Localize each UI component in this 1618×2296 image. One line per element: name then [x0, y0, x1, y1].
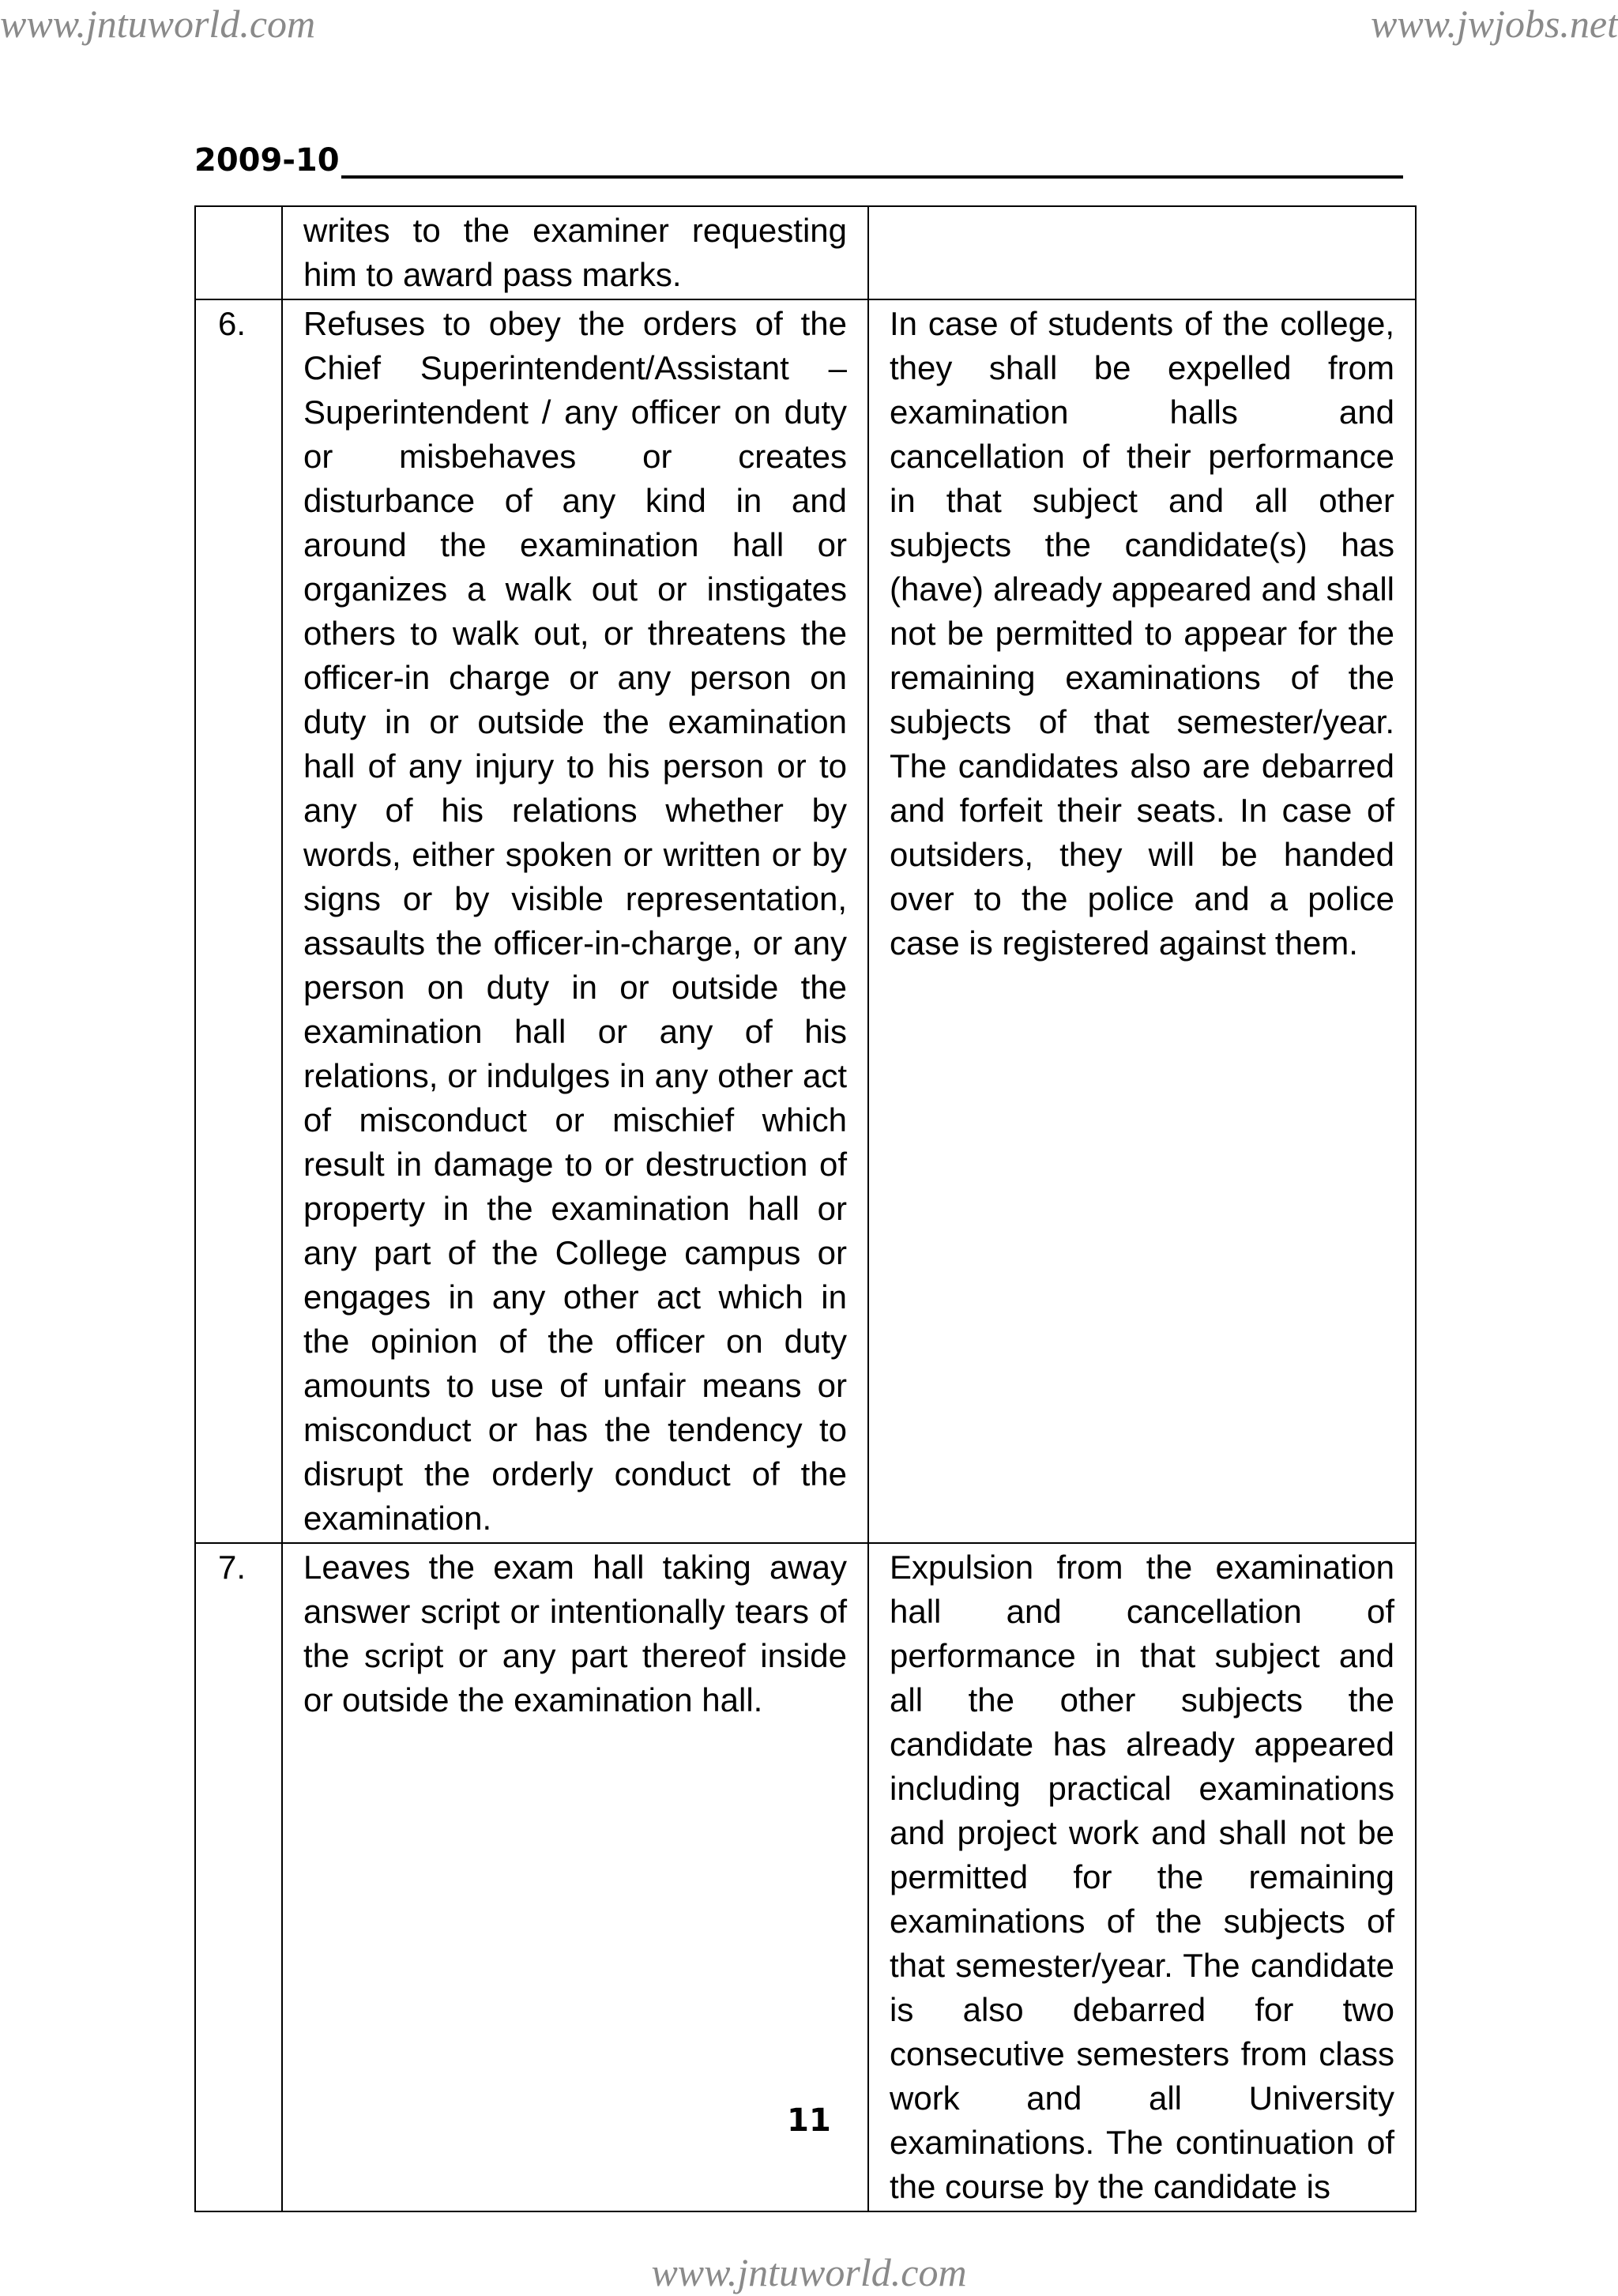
page-number: 11	[787, 2102, 831, 2139]
offence-cell: Refuses to obey the orders of the Chief Superintendent/Assistant – Superintendent / any officer on duty or misbehaves or creates disturbance of any kind in and around the examination hall or organizes a walk out or instigates others to walk out, or threatens the officer-in charge or any person on duty in or outside the examination hall of any injury to his person or to any of his relations whether by words, either spoken or written or by signs or by visible representation, assaults the officer-in-charge, or any person on duty in or outside the examination hall or any of his relations, or indulges in any other act of misconduct or mischief which result in damage to or destruction of property in the examination hall or any part of the College campus or engages in any other act which in the opinion of the officer on duty amounts to use of unfair means or misconduct or has the tendency to disrupt the orderly conduct of the examination.	[282, 299, 868, 1543]
table-row	[195, 206, 1416, 299]
offence-cell: Leaves the exam hall taking away answer script or intentionally tears of the script or any part thereof inside or outside the examination hall.	[282, 1543, 868, 2211]
watermark-top-left: www.jntuworld.com	[0, 2, 316, 46]
header-rule	[341, 175, 1403, 179]
punishment-cell: In case of students of the college, they shall be expelled from examination halls and cancellation of their performance in that subject and all other subjects the candidate(s) has (have) already appeared and shall not be permitted to appear for the remaining examinations of the subjects of that semester/year. The candidates also are debarred and forfeit their seats. In case of outsiders, they will be handed over to the police and a police case is registered against them.	[868, 299, 1416, 1543]
row-number	[195, 206, 282, 299]
row-number: 7.	[195, 1543, 282, 2211]
punishment-cell: Expulsion from the examination hall and cancellation of performance in that subject and all the other subjects the candidate has already appeared including practical examinations and project work and shall not be permitted for the remaining examinations of the subjects of that semester/year. The candidate is also debarred for two consecutive semesters from class work and all University examinations. The continuation of the course by the candidate is	[868, 1543, 1416, 2211]
offence-cell: writes to the examiner requesting him to award pass marks.	[282, 206, 868, 299]
row-number: 6.	[195, 299, 282, 1543]
malpractice-table	[194, 205, 1417, 2212]
watermark-bottom: www.jntuworld.com	[651, 2250, 967, 2294]
table-row	[195, 299, 1416, 1543]
header-year: 2009-10	[194, 142, 340, 179]
punishment-cell	[868, 206, 1416, 299]
document-header	[194, 139, 1403, 182]
watermark-top-right: www.jwjobs.net	[1370, 2, 1618, 46]
